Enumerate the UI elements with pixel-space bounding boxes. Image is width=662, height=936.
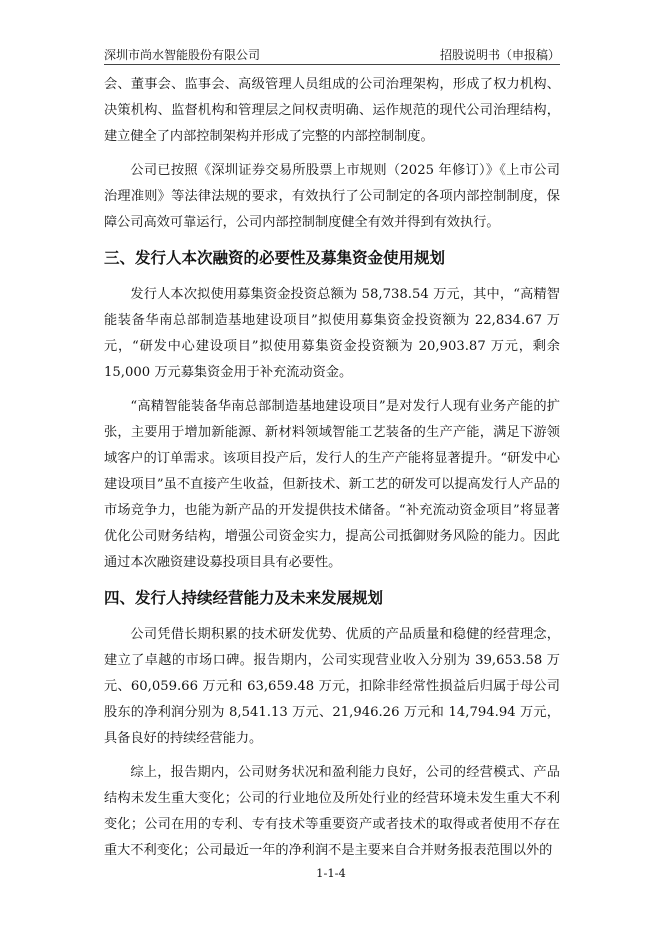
paragraph-fund-allocation: 发行人本次拟使用募集资金投资总额为 58,738.54 万元，其中，“高精智能装备华南总部制造基地建设项目”拟使用募集资金投资额为 22,834.67 万元，“研发中心建设项目”拟使用募集资金投资额为 20,903.87 万元，剩余 15,000 万元募集资金用于补充流动资金。	[104, 287, 560, 380]
page-number: 1-1-4	[316, 866, 346, 880]
paragraph-internal-control: 公司已按照《深圳证券交易所股票上市规则（2025 年修订）》《上市公司治理准则》等法律法规的要求，有效执行了公司制定的各项内部控制制度，保障公司高效可靠运行，公司内部控制制度健全有效并得到有效执行。	[104, 163, 560, 230]
header-company-name: 深圳市尚水智能股份有限公司	[104, 48, 261, 62]
header-document-type: 招股说明书（申报稿）	[439, 48, 560, 62]
paragraph-operating-results: 公司凭借长期积累的技术研发优势、优质的产品质量和稳健的经营理念，建立了卓越的市场口碑。报告期内，公司实现营业收入分别为 39,653.58 万元、60,059.66 万元和 63,659.48 万元，扣除非经常性损益后归属于母公司股东的净利润分别为 8,541.13 万元、21,946.26 万元和 14,794.94 万元，具备良好的持续经营能力。	[104, 627, 560, 746]
paragraph-governance-structure: 会、董事会、监事会、高级管理人员组成的公司治理架构，形成了权力机构、决策机构、监督机构和管理层之间权责明确、运作规范的现代公司治理结构，建立健全了内部控制架构并形成了完整的内部控制制度。	[104, 77, 560, 144]
document-body	[104, 72, 560, 872]
paragraph-conclusion: 综上，报告期内，公司财务状况和盈利能力良好，公司的经营模式、产品结构未发生重大变化；公司的行业地位及所处行业的经营环境未发生重大不利变化；公司在用的专利、专有技术等重要资产或者技术的取得或者使用不存在重大不利变化；公司最近一年的净利润不是主要来自合并财务报表范围以外的	[104, 765, 560, 858]
section-heading-sustainability: 四、发行人持续经营能力及未来发展规划	[104, 589, 384, 607]
paragraph-project-necessity: “高精智能装备华南总部制造基地建设项目”是对发行人现有业务产能的扩张，主要用于增加新能源、新材料领域智能工艺装备的生产产能，满足下游领域客户的订单需求。该项目投产后，发行人的生产产能将显著提升。“研发中心建设项目”虽不直接产生收益，但新技术、新工艺的研发可以提高发行人产品的市场竞争力，也能为新产品的开发提供技术储备。“补充流动资金项目”将显著优化公司财务结构，增强公司资金实力，提高公司抵御财务风险的能力。因此通过本次融资建设募投项目具有必要性。	[104, 399, 560, 570]
section-heading-financing: 三、发行人本次融资的必要性及募集资金使用规划	[104, 249, 446, 267]
page-header	[104, 42, 560, 65]
